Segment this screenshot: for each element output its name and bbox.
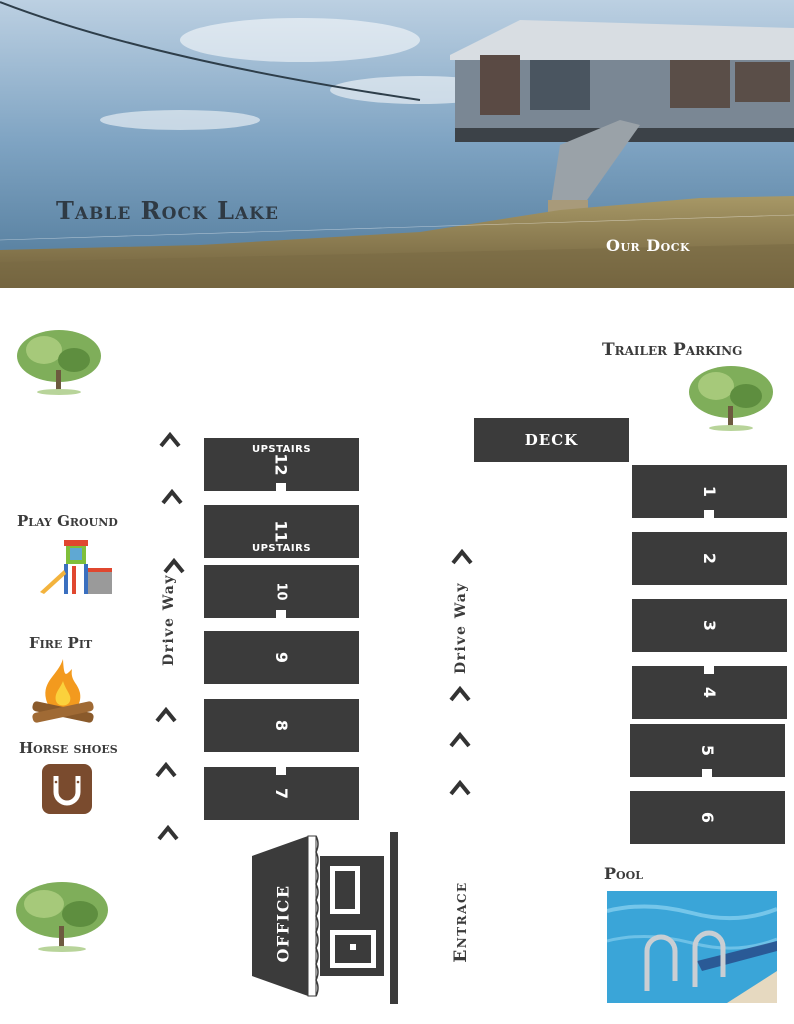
caret-up-icon — [160, 489, 184, 505]
office-icon — [248, 826, 404, 1006]
cabin-2[interactable] — [632, 532, 787, 585]
trailer-parking-label: Trailer Parking — [602, 340, 743, 360]
drive-way-left-label: Drive Way — [161, 574, 177, 666]
cabin-2-number: 2 — [699, 552, 719, 565]
cabin-4-number: 4 — [699, 686, 719, 699]
caret-up-icon — [154, 707, 178, 723]
play-ground-label: Play Ground — [17, 512, 118, 530]
lake-photo — [0, 0, 794, 288]
cabin-8-number: 8 — [271, 719, 291, 732]
caret-up-icon — [158, 432, 182, 448]
cabin-8[interactable] — [204, 699, 359, 752]
drive-way-right-label: Drive Way — [453, 582, 469, 674]
cabin-11[interactable] — [204, 505, 359, 558]
cabin-5[interactable] — [630, 724, 785, 777]
cabin-9[interactable] — [204, 631, 359, 684]
deck: DECK — [474, 418, 629, 462]
cabin-5-number: 5 — [697, 744, 717, 757]
cabin-6-number: 6 — [697, 811, 717, 824]
cabin-11-upstairs-label: UPSTAIRS — [251, 543, 312, 554]
caret-up-icon — [154, 762, 178, 778]
cabin-12-number: 12 — [271, 453, 291, 476]
cabin-12[interactable] — [204, 438, 359, 491]
horseshoe-icon — [42, 764, 92, 814]
caret-up-icon — [156, 825, 180, 841]
office-label: OFFICE — [273, 884, 293, 963]
cabin-11-number: 11 — [271, 520, 291, 543]
caret-up-icon — [448, 686, 472, 702]
cabin-3[interactable] — [632, 599, 787, 652]
cabin-4[interactable] — [632, 666, 787, 719]
lake-title: Table Rock Lake — [56, 196, 279, 225]
caret-up-icon — [448, 732, 472, 748]
tree-icon — [14, 326, 104, 396]
caret-up-icon — [448, 780, 472, 796]
caret-up-icon — [450, 549, 474, 565]
playground-icon — [36, 534, 116, 596]
cabin-9-number: 9 — [271, 651, 291, 664]
cabin-10[interactable] — [204, 565, 359, 618]
cabin-10-number: 10 — [274, 582, 289, 601]
cabin-1-number: 1 — [699, 485, 719, 498]
pool-label: Pool — [604, 864, 643, 883]
horse-shoes-label: Horse shoes — [19, 739, 118, 757]
fire-pit-icon — [28, 655, 98, 725]
pool-icon — [607, 891, 777, 1003]
tree-icon — [686, 362, 776, 432]
cabin-3-number: 3 — [699, 619, 719, 632]
cabin-1[interactable] — [632, 465, 787, 518]
cabin-7[interactable] — [204, 767, 359, 820]
entrance-label: Entrace — [451, 881, 471, 963]
tree-icon — [12, 878, 112, 952]
cabin-7-number: 7 — [271, 787, 291, 800]
dock-label: Our Dock — [606, 236, 691, 255]
cabin-12-upstairs-label: UPSTAIRS — [251, 444, 312, 455]
cabin-6[interactable] — [630, 791, 785, 844]
fire-pit-label: Fire Pit — [29, 634, 93, 652]
